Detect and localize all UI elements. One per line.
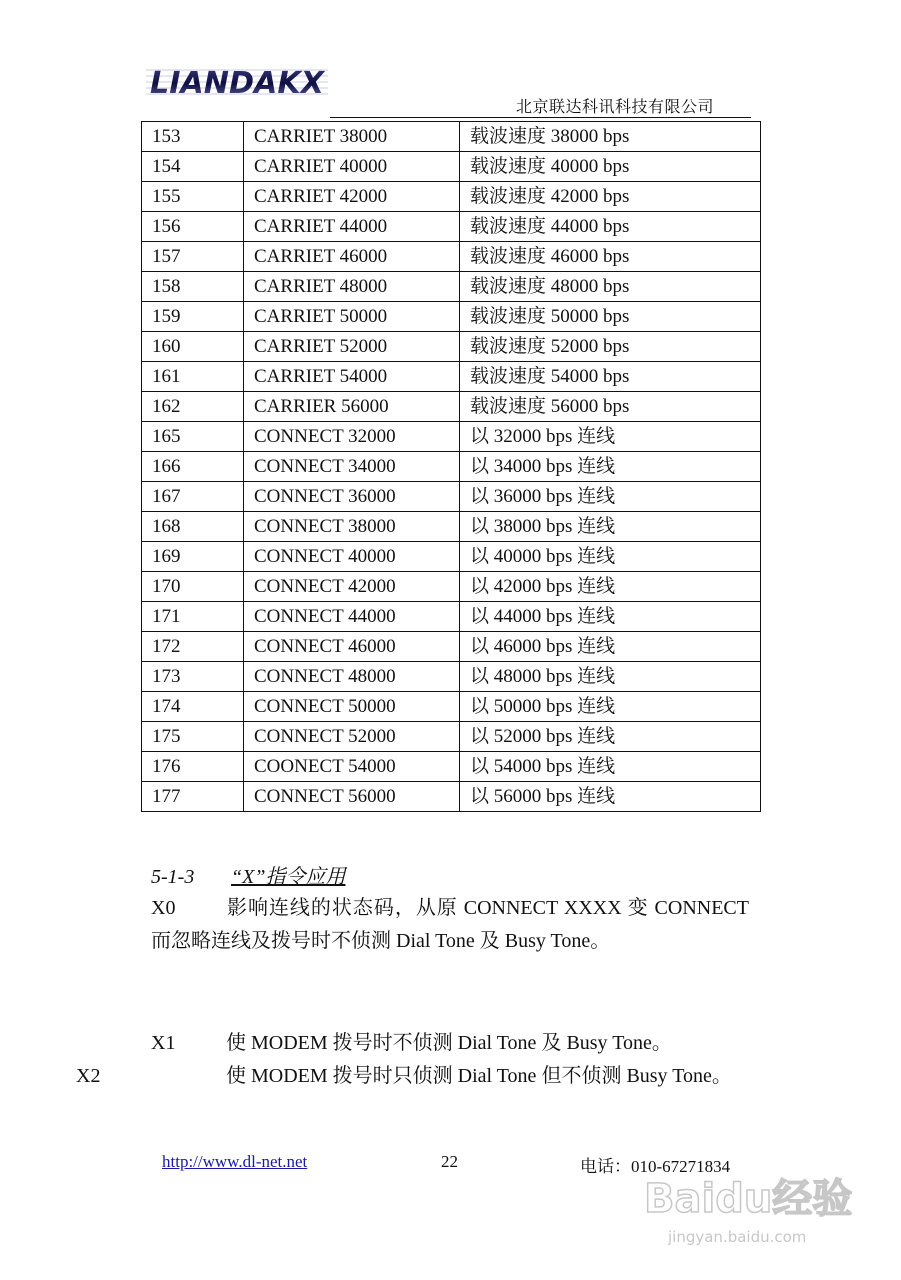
message-cell: CARRIET 38000 [244, 122, 460, 152]
message-cell: CARRIET 50000 [244, 302, 460, 332]
table-row [142, 452, 761, 482]
table-row [142, 602, 761, 632]
watermark-brand: Baidu经验 [644, 1176, 853, 1222]
code-cell: 176 [142, 752, 244, 782]
header-divider [330, 117, 751, 118]
table-row [142, 782, 761, 812]
table-row [142, 392, 761, 422]
description-cell: 载波速度 42000 bps [460, 182, 761, 212]
code-cell: 156 [142, 212, 244, 242]
table-row [142, 752, 761, 782]
x2-text: 使 MODEM 拨号时只侦测 Dial Tone 但不侦测 Busy Tone。 [226, 1065, 732, 1087]
code-cell: 171 [142, 602, 244, 632]
description-cell: 载波速度 52000 bps [460, 332, 761, 362]
message-cell: CONNECT 34000 [244, 452, 460, 482]
table-row [142, 692, 761, 722]
section-number: 5-1-3 [151, 866, 195, 888]
website-link[interactable]: http://www.dl-net.net [162, 1152, 308, 1171]
code-cell: 173 [142, 662, 244, 692]
description-cell: 载波速度 50000 bps [460, 302, 761, 332]
message-cell: CARRIET 52000 [244, 332, 460, 362]
message-cell: CONNECT 32000 [244, 422, 460, 452]
company-logo [146, 62, 328, 100]
description-cell: 以 40000 bps 连线 [460, 542, 761, 572]
table-row [142, 512, 761, 542]
x1-paragraph [151, 1027, 749, 1060]
code-cell: 174 [142, 692, 244, 722]
code-cell: 170 [142, 572, 244, 602]
message-cell: CARRIER 56000 [244, 392, 460, 422]
description-cell: 载波速度 40000 bps [460, 152, 761, 182]
description-cell: 以 54000 bps 连线 [460, 752, 761, 782]
x1-label: X1 [151, 1032, 176, 1054]
description-cell: 载波速度 54000 bps [460, 362, 761, 392]
section-heading [151, 860, 345, 889]
description-cell: 载波速度 46000 bps [460, 242, 761, 272]
description-cell: 以 50000 bps 连线 [460, 692, 761, 722]
code-cell: 158 [142, 272, 244, 302]
message-cell: CONNECT 48000 [244, 662, 460, 692]
code-cell: 169 [142, 542, 244, 572]
code-cell: 159 [142, 302, 244, 332]
description-cell: 载波速度 38000 bps [460, 122, 761, 152]
description-cell: 以 34000 bps 连线 [460, 452, 761, 482]
x0-label: X0 [151, 897, 176, 919]
table-row [142, 632, 761, 662]
code-cell: 177 [142, 782, 244, 812]
code-cell: 155 [142, 182, 244, 212]
message-cell: CONNECT 38000 [244, 512, 460, 542]
company-name: 北京联达科讯科技有限公司 [516, 99, 715, 116]
message-cell: COONECT 54000 [244, 752, 460, 782]
description-cell: 载波速度 48000 bps [460, 272, 761, 302]
message-cell: CONNECT 52000 [244, 722, 460, 752]
table-row [142, 422, 761, 452]
code-cell: 166 [142, 452, 244, 482]
watermark-site: jingyan.baidu.com [668, 1228, 807, 1246]
code-cell: 154 [142, 152, 244, 182]
message-cell: CONNECT 50000 [244, 692, 460, 722]
table-row [142, 482, 761, 512]
baidu-watermark [640, 1150, 860, 1260]
table-row [142, 212, 761, 242]
message-cell: CONNECT 42000 [244, 572, 460, 602]
table-row [142, 122, 761, 152]
footer-phone: 电话：010-67271834 [580, 1157, 731, 1176]
table-row [142, 152, 761, 182]
code-cell: 161 [142, 362, 244, 392]
code-cell: 167 [142, 482, 244, 512]
section-title: “X”指令应用 [231, 866, 346, 888]
description-cell: 以 42000 bps 连线 [460, 572, 761, 602]
message-cell: CARRIET 40000 [244, 152, 460, 182]
table-row [142, 572, 761, 602]
message-cell: CARRIET 42000 [244, 182, 460, 212]
description-cell: 载波速度 44000 bps [460, 212, 761, 242]
message-cell: CARRIET 48000 [244, 272, 460, 302]
table-row [142, 542, 761, 572]
x2-paragraph [76, 1060, 749, 1093]
message-cell: CONNECT 36000 [244, 482, 460, 512]
result-code-table [141, 121, 761, 812]
table-row [142, 722, 761, 752]
description-cell: 载波速度 56000 bps [460, 392, 761, 422]
description-cell: 以 32000 bps 连线 [460, 422, 761, 452]
logo-text: LIANDAKX [150, 66, 326, 100]
description-cell: 以 48000 bps 连线 [460, 662, 761, 692]
table-row [142, 362, 761, 392]
description-cell: 以 44000 bps 连线 [460, 602, 761, 632]
code-cell: 157 [142, 242, 244, 272]
x0-text: 影响连线的状态码，从原 CONNECT XXXX 变 CONNECT 而忽略连线及拨号时不侦测 Dial Tone 及 Busy Tone。 [151, 897, 749, 952]
code-cell: 153 [142, 122, 244, 152]
description-cell: 以 56000 bps 连线 [460, 782, 761, 812]
code-cell: 175 [142, 722, 244, 752]
message-cell: CONNECT 40000 [244, 542, 460, 572]
message-cell: CONNECT 46000 [244, 632, 460, 662]
table-row [142, 332, 761, 362]
table-row [142, 302, 761, 332]
code-cell: 168 [142, 512, 244, 542]
message-cell: CONNECT 44000 [244, 602, 460, 632]
code-cell: 165 [142, 422, 244, 452]
x0-paragraph [151, 892, 749, 958]
message-cell: CARRIET 54000 [244, 362, 460, 392]
x2-label: X2 [76, 1065, 101, 1087]
description-cell: 以 38000 bps 连线 [460, 512, 761, 542]
table-row [142, 182, 761, 212]
table-row [142, 662, 761, 692]
table-row [142, 242, 761, 272]
page-number: 22 [441, 1152, 458, 1171]
code-cell: 162 [142, 392, 244, 422]
code-cell: 160 [142, 332, 244, 362]
description-cell: 以 52000 bps 连线 [460, 722, 761, 752]
message-cell: CONNECT 56000 [244, 782, 460, 812]
description-cell: 以 36000 bps 连线 [460, 482, 761, 512]
description-cell: 以 46000 bps 连线 [460, 632, 761, 662]
x1-text: 使 MODEM 拨号时不侦测 Dial Tone 及 Busy Tone。 [226, 1032, 672, 1054]
code-cell: 172 [142, 632, 244, 662]
message-cell: CARRIET 46000 [244, 242, 460, 272]
table-row [142, 272, 761, 302]
message-cell: CARRIET 44000 [244, 212, 460, 242]
